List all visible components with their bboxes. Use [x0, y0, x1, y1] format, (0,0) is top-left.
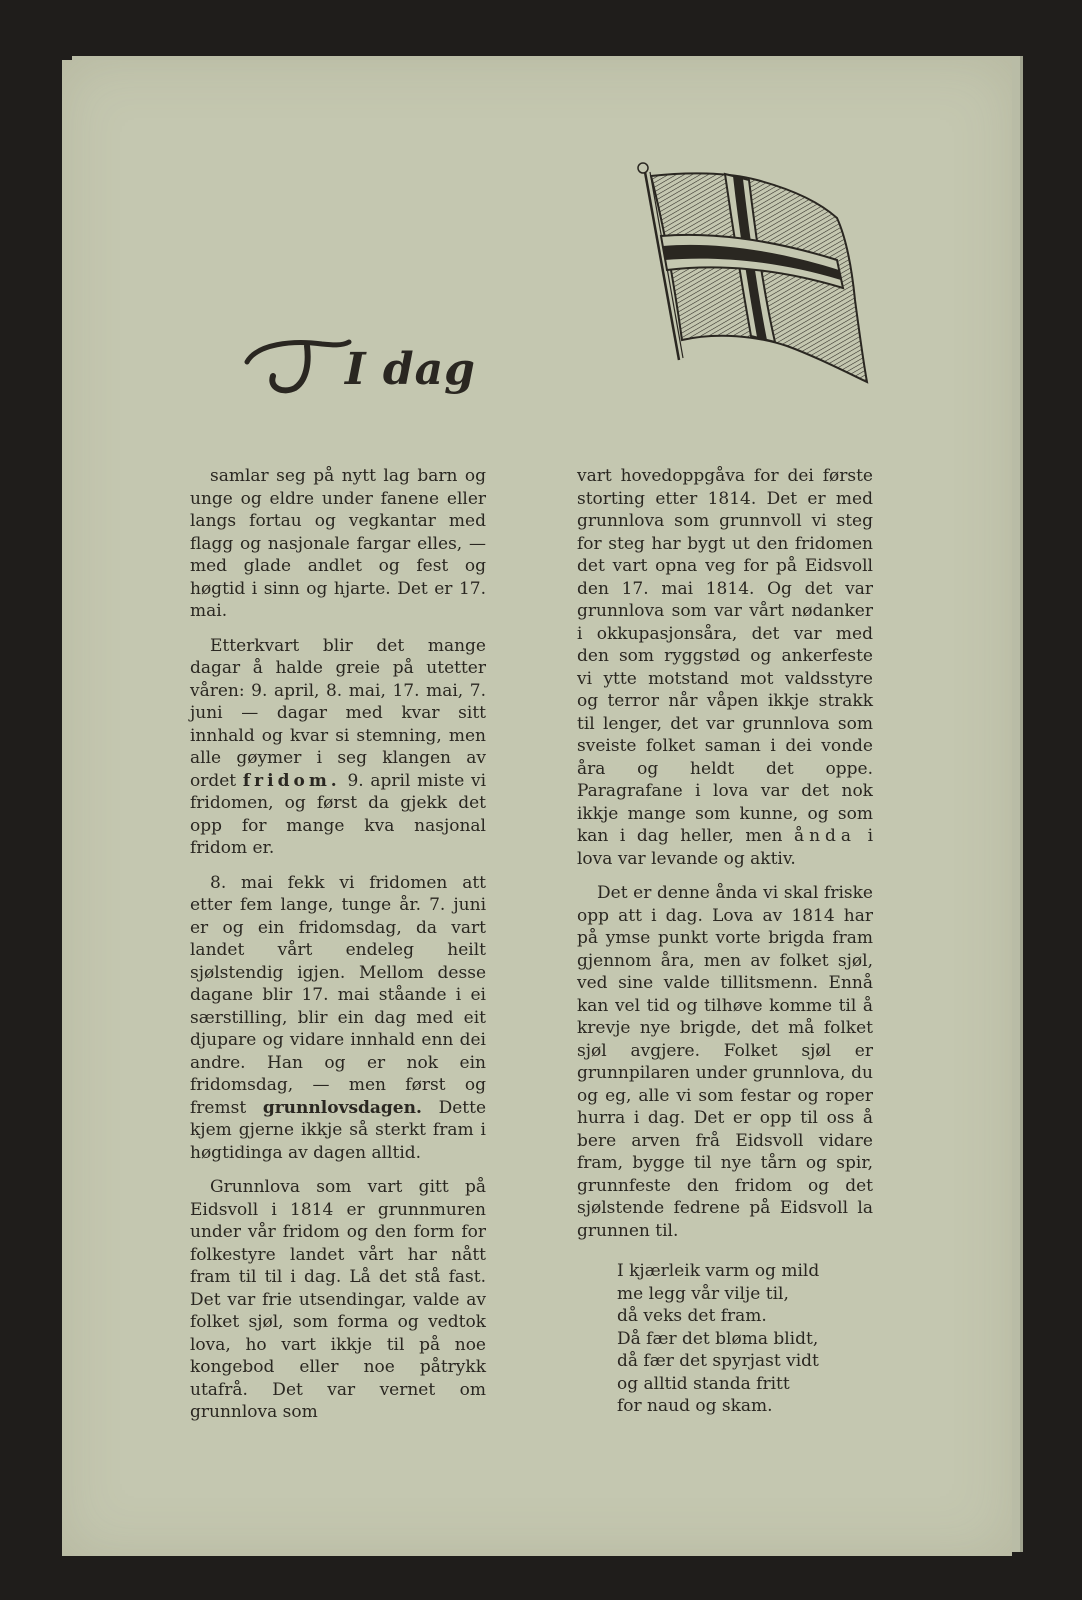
left-column	[190, 465, 486, 1436]
poem-line: då fær det spyrjast vidt	[617, 1351, 819, 1371]
title-block	[237, 322, 527, 412]
left-paragraph-4: Grunnlova som vart gitt på Eidsvoll i 1814 er grunnmuren under vår fridom og den form for folkestyre landet vårt har nått fram til til i dag. Lå det stå fast. Det var frie utsendingar, valde av folket sjøl, som forma og vedtok lova, ho vart ikkje til på noe kongebod eller noe påtrykk utafrå. Det var vernet om grunnlova som	[190, 1177, 486, 1422]
right-paragraph-1-text: vart hovedoppgåva for dei første storting etter 1814. Det er med grunnlova som grunnvoll vi steg for steg har bygt ut den fridomen det vart opna veg for på Eidsvoll den 17. mai 1814. Og det var grunnlova som var vårt nødanker i okkupasjonsåra, det var med den som ryggstød og ankerfeste vi ytte motstand mot valdsstyre og terror når våpen ikkje strakk til lenger, det var grunnlova som sveiste folket saman i dei vonde åra og heldt det oppe. Paragrafane i lova var det nok ikkje mange som kunne, og som kan i dag heller, men	[577, 466, 873, 846]
poem-line: I kjærleik varm og mild	[617, 1261, 820, 1281]
poem-line: og alltid standa fritt	[617, 1373, 790, 1394]
right-paragraph-2: Det er denne ånda vi skal friske opp att i dag. Lova av 1814 har på ymse punkt vorte brigda fram gjennom åra, men av folket sjøl, ved sine valde tillitsmenn. Ennå kan vel tid og tilhøve komme til å krevje nye brigde, det må folket sjøl avgjere. Folket sjøl er grunnpilaren under grunnlova, du og eg, alle vi som festar og roper hurra i dag. Det er opp til oss å bere arven frå Eidsvoll vidare fram, bygge til nye tårn og spir, grunnfeste den fridom og det sjølstende fedrene på Eidsvoll la grunnen til.	[577, 883, 873, 1241]
left-paragraph-3	[190, 872, 486, 1165]
left-paragraph-1: samlar seg på nytt lag barn og unge og eldre under fanene eller langs fortau og vegkantar med flagg og nasjonale fargar elles, — med glade andlet og fest og høgtid i sinn og hjarte. Det er 17. mai.	[190, 466, 486, 621]
page-title: I dag	[345, 344, 476, 395]
left-paragraph-3-text: 8. mai fekk vi fridomen att etter fem lange, tunge år. 7. juni er og ein fridomsdag, da vart landet vårt endeleg heilt sjølstendig igjen. Mellom desse dagane blir 17. mai ståande i ei særstilling, blir ein dag med eit djupare og vidare innhald enn dei andre. Han og er nok ein fridomsdag, — men først og fremst	[190, 872, 486, 1118]
left-paragraph-2	[190, 635, 486, 860]
left-paragraph-2-text: Etterkvart blir det mange dagar å halde greie på utetter våren: 9. april, 8. mai, 17. mai, 7. juni — dagar med kvar sitt innhald og kvar si stemning, men alle gøymer i seg klangen av ordet	[190, 635, 486, 791]
right-paragraph-1	[577, 465, 873, 870]
poem-line: me legg vår vilje til,	[617, 1283, 789, 1304]
decorative-initial-glyph	[237, 322, 357, 402]
emphasis-fridom: fridom.	[242, 770, 341, 791]
left-paragraph-3-text-after: Dette kjem gjerne ikkje så sterkt fram i høgtidinga av dagen alltid.	[190, 1097, 487, 1163]
right-column	[577, 465, 873, 1418]
right-paragraph-1-text-after: i lova var levande og aktiv.	[577, 826, 873, 869]
poem-line: for naud og skam.	[617, 1396, 773, 1416]
emphasis-grunnlovsdagen: grunnlovsdagen.	[262, 1097, 422, 1118]
left-paragraph-2-text-after: 9. april miste vi fridomen, og først da gjekk det opp for mange kva nasjonal fridom er.	[190, 770, 487, 858]
poem-stanza	[577, 1260, 873, 1418]
poem-line: Då fær det bløma blidt,	[617, 1328, 819, 1349]
emphasis-anda: ånda	[793, 826, 857, 846]
document-page	[62, 60, 1012, 1556]
norwegian-flag-illustration	[637, 160, 877, 395]
poem-line: då veks det fram.	[617, 1306, 767, 1326]
